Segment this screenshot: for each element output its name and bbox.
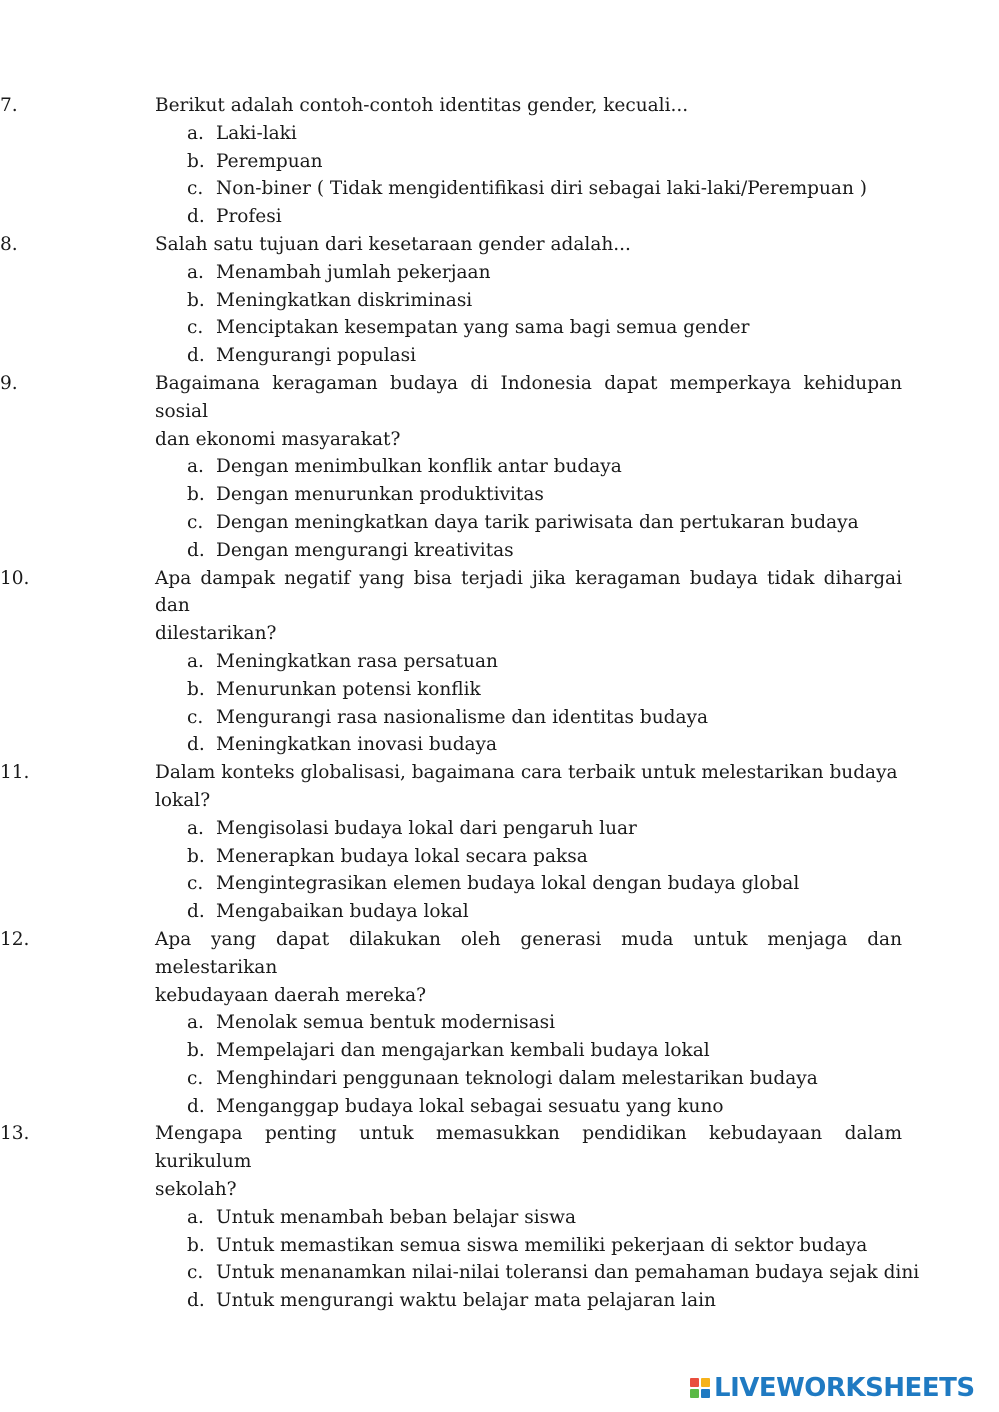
option-letter: a. <box>187 1206 204 1228</box>
answer-option[interactable] <box>0 1009 999 1037</box>
option-text: Menurunkan potensi konflik <box>216 678 481 700</box>
question-text-line <box>0 620 902 648</box>
question-text-line <box>0 565 902 621</box>
option-text: Menganggap budaya lokal sebagai sesuatu yang kuno <box>216 1095 724 1117</box>
question-text: lokal? <box>155 789 211 811</box>
question-text-line <box>0 231 902 259</box>
option-letter: a. <box>187 650 204 672</box>
question-text: Bagaimana keragaman budaya di Indonesia dapat memperkaya kehidupan sosial <box>155 372 902 422</box>
question-list <box>0 92 999 1315</box>
option-letter: a. <box>187 817 204 839</box>
option-text: Menciptakan kesempatan yang sama bagi semua gender <box>216 317 750 339</box>
question-number: 7. <box>0 95 18 116</box>
answer-option[interactable] <box>0 815 999 843</box>
question-text-line <box>0 759 902 787</box>
option-letter: c. <box>187 873 204 895</box>
answer-option[interactable] <box>0 1037 999 1065</box>
question-text: dan ekonomi masyarakat? <box>155 428 401 450</box>
option-letter: d. <box>187 901 205 923</box>
option-text: Dengan menimbulkan konflik antar budaya <box>216 456 622 478</box>
option-letter: b. <box>187 678 205 700</box>
question-number: 8. <box>0 233 18 255</box>
answer-option[interactable] <box>0 870 999 898</box>
option-letter: d. <box>187 1290 205 1312</box>
question-text-line <box>0 370 902 426</box>
option-text: Untuk mengurangi waktu belajar mata pelajaran lain <box>216 1290 716 1312</box>
question-text: Berikut adalah contoh-contoh identitas gender, kecuali... <box>155 95 689 116</box>
answer-option[interactable] <box>0 1204 999 1232</box>
answer-option[interactable] <box>0 1065 999 1093</box>
option-letter: c. <box>187 178 204 200</box>
option-text: Menerapkan budaya lokal secara paksa <box>216 845 588 867</box>
answer-option[interactable] <box>0 648 999 676</box>
question-text: sekolah? <box>155 1179 237 1201</box>
option-text: Dengan meningkatkan daya tarik pariwisata dan pertukaran budaya <box>216 511 859 533</box>
answer-option[interactable] <box>0 1093 999 1121</box>
liveworksheets-logo-icon <box>690 1378 710 1398</box>
option-letter: d. <box>187 1095 205 1117</box>
option-text: Mengabaikan budaya lokal <box>216 901 469 923</box>
option-text: Profesi <box>216 206 282 228</box>
logo-square-green <box>690 1389 699 1398</box>
option-letter: b. <box>187 1040 205 1062</box>
question-text-line <box>0 426 902 454</box>
question-7 <box>0 92 999 231</box>
option-letter: c. <box>187 706 204 728</box>
answer-option[interactable] <box>0 537 999 565</box>
option-letter: a. <box>187 261 204 283</box>
answer-option[interactable] <box>0 1232 999 1260</box>
answer-option[interactable] <box>0 1259 999 1287</box>
logo-square-blue <box>701 1389 710 1398</box>
question-number: 10. <box>0 567 30 589</box>
answer-option[interactable] <box>0 453 999 481</box>
option-letter: a. <box>187 122 204 144</box>
option-letter: c. <box>187 511 204 533</box>
option-text: Laki-laki <box>216 122 297 144</box>
option-text: Meningkatkan inovasi budaya <box>216 734 498 756</box>
option-text: Dengan mengurangi kreativitas <box>216 539 514 561</box>
option-letter: b. <box>187 484 205 506</box>
option-text: Meningkatkan rasa persatuan <box>216 650 498 672</box>
answer-option[interactable] <box>0 175 999 203</box>
option-letter: d. <box>187 734 205 756</box>
option-text: Mengintegrasikan elemen budaya lokal dengan budaya global <box>216 873 800 895</box>
answer-option[interactable] <box>0 731 999 759</box>
question-text: Apa dampak negatif yang bisa terjadi jika keragaman budaya tidak dihargai dan <box>155 567 902 617</box>
option-text: Perempuan <box>216 150 323 172</box>
answer-option[interactable] <box>0 148 999 176</box>
logo-square-yellow <box>701 1378 710 1387</box>
answer-option[interactable] <box>0 704 999 732</box>
question-number: 12. <box>0 928 30 950</box>
option-text: Untuk menambah beban belajar siswa <box>216 1206 577 1228</box>
answer-option[interactable] <box>0 843 999 871</box>
option-letter: a. <box>187 1012 204 1034</box>
option-text: Mengurangi populasi <box>216 345 417 367</box>
answer-option[interactable] <box>0 120 999 148</box>
question-number: 11. <box>0 762 30 784</box>
answer-option[interactable] <box>0 287 999 315</box>
question-12 <box>0 926 999 1121</box>
question-text-line <box>0 1120 902 1176</box>
question-13 <box>0 1120 999 1315</box>
option-text: Dengan menurunkan produktivitas <box>216 484 544 506</box>
answer-option[interactable] <box>0 481 999 509</box>
option-text: Menghindari penggunaan teknologi dalam melestarikan budaya <box>216 1067 818 1089</box>
option-text: Untuk menanamkan nilai-nilai toleransi dan pemahaman budaya sejak dini <box>216 1262 920 1284</box>
logo-square-red <box>690 1378 699 1387</box>
option-letter: b. <box>187 845 205 867</box>
question-10 <box>0 565 999 760</box>
question-text-line <box>0 1176 902 1204</box>
option-text: Meningkatkan diskriminasi <box>216 289 473 311</box>
option-letter: c. <box>187 317 204 339</box>
question-8 <box>0 231 999 370</box>
answer-option[interactable] <box>0 314 999 342</box>
option-letter: b. <box>187 150 205 172</box>
option-letter: d. <box>187 206 205 228</box>
option-text: Mengisolasi budaya lokal dari pengaruh luar <box>216 817 637 839</box>
liveworksheets-logo <box>690 1374 975 1402</box>
option-text: Menolak semua bentuk modernisasi <box>216 1012 556 1034</box>
option-letter: b. <box>187 289 205 311</box>
answer-option[interactable] <box>0 203 999 231</box>
option-letter: a. <box>187 456 204 478</box>
option-letter: b. <box>187 1234 205 1256</box>
question-text: kebudayaan daerah mereka? <box>155 984 427 1006</box>
question-text: Salah satu tujuan dari kesetaraan gender adalah... <box>155 233 631 255</box>
question-11 <box>0 759 999 926</box>
question-text: Mengapa penting untuk memasukkan pendidikan kebudayaan dalam kurikulum <box>155 1123 902 1173</box>
question-text: Dalam konteks globalisasi, bagaimana cara terbaik untuk melestarikan budaya <box>155 762 898 784</box>
question-9 <box>0 370 999 565</box>
option-text: Mempelajari dan mengajarkan kembali budaya lokal <box>216 1040 710 1062</box>
option-text: Untuk memastikan semua siswa memiliki pekerjaan di sektor budaya <box>216 1234 868 1256</box>
question-number: 9. <box>0 372 18 394</box>
question-text-line <box>0 787 902 815</box>
option-text: Non-biner ( Tidak mengidentifikasi diri sebagai laki-laki/Perempuan ) <box>216 178 867 200</box>
logo-text: LIVEWORKSHEETS <box>714 1373 975 1403</box>
answer-option[interactable] <box>0 898 999 926</box>
option-text: Menambah jumlah pekerjaan <box>216 261 491 283</box>
answer-option[interactable] <box>0 1287 999 1315</box>
question-text-line <box>0 92 902 120</box>
question-text: dilestarikan? <box>155 623 277 645</box>
answer-option[interactable] <box>0 676 999 704</box>
option-text: Mengurangi rasa nasionalisme dan identitas budaya <box>216 706 708 728</box>
question-text-line <box>0 982 902 1010</box>
question-text-line <box>0 926 902 982</box>
option-letter: c. <box>187 1067 204 1089</box>
answer-option[interactable] <box>0 509 999 537</box>
worksheet-page <box>0 92 999 1315</box>
answer-option[interactable] <box>0 259 999 287</box>
option-letter: d. <box>187 345 205 367</box>
answer-option[interactable] <box>0 342 999 370</box>
question-text: Apa yang dapat dilakukan oleh generasi muda untuk menjaga dan melestarikan <box>155 928 902 978</box>
option-letter: c. <box>187 1262 204 1284</box>
option-letter: d. <box>187 539 205 561</box>
question-number: 13. <box>0 1123 30 1145</box>
